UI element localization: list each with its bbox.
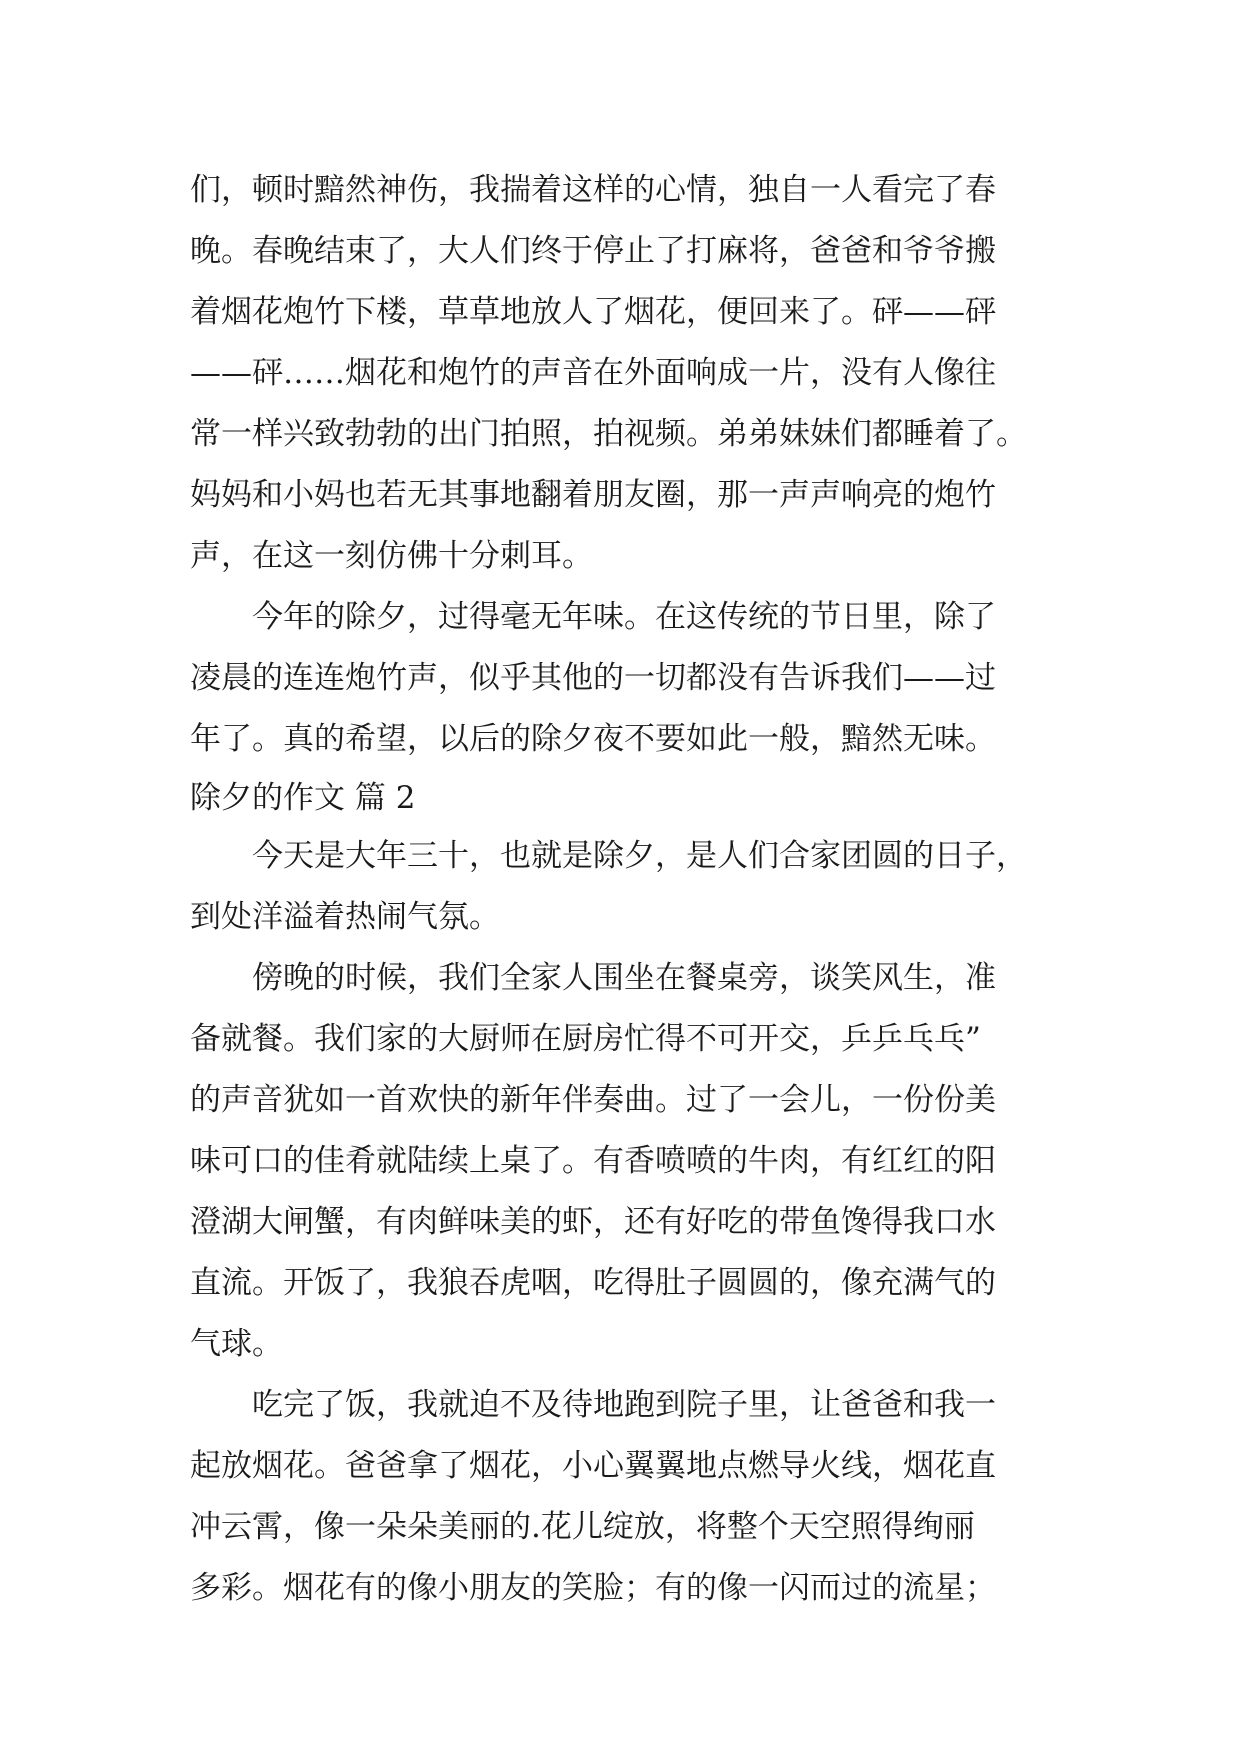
text-line: ——砰……烟花和炮竹的声音在外面响成一片，没有人像往 [190,355,996,391]
text-line: 傍晚的时候，我们全家人围坐在餐桌旁，谈笑风生，准 [252,960,996,996]
text-line: 的声音犹如一首欢快的新年伴奏曲。过了一会儿，一份份美 [190,1082,996,1118]
text-line: 吃完了饭，我就迫不及待地跑到院子里，让爸爸和我一 [252,1387,996,1423]
document-body [190,160,1070,1619]
text-line: 今天是大年三十，也就是除夕，是人们合家团圆的日子， [252,838,1027,874]
text-line: 常一样兴致勃勃的出门拍照，拍视频。弟弟妹妹们都睡着了。 [190,416,1027,452]
text-line: 冲云霄，像一朵朵美丽的.花儿绽放，将整个天空照得绚丽 [190,1509,975,1545]
text-line: 们，顿时黯然神伤，我揣着这样的心情，独自一人看完了春 [190,172,996,208]
text-line: 起放烟花。爸爸拿了烟花，小心翼翼地点燃导火线，烟花直 [190,1448,996,1484]
text-line: 气球。 [190,1326,283,1362]
text-line: 年了。真的希望，以后的除夕夜不要如此一般，黯然无味。 [190,721,996,757]
text-line: 到处洋溢着热闹气氛。 [190,899,500,935]
text-line: 着烟花炮竹下楼，草草地放人了烟花，便回来了。砰——砰 [190,294,996,330]
text-line: 澄湖大闸蟹，有肉鲜味美的虾，还有好吃的带鱼馋得我口水 [190,1204,996,1240]
text-line: 直流。开饭了，我狼吞虎咽，吃得肚子圆圆的，像充满气的 [190,1265,996,1301]
text-line: 凌晨的连连炮竹声，似乎其他的一切都没有告诉我们——过 [190,660,996,696]
text-line: 多彩。烟花有的像小朋友的笑脸；有的像一闪而过的流星； [190,1570,996,1606]
text-line: 今年的除夕，过得毫无年味。在这传统的节日里，除了 [252,599,996,635]
section-heading: 除夕的作文 篇 2 [190,780,416,816]
text-line: 味可口的佳肴就陆续上桌了。有香喷喷的牛肉，有红红的阳 [190,1143,996,1179]
text-line: 妈妈和小妈也若无其事地翻着朋友圈，那一声声响亮的炮竹 [190,477,996,513]
text-line: 声，在这一刻仿佛十分刺耳。 [190,538,593,574]
text-line: 备就餐。我们家的大厨师在厨房忙得不可开交，乒乒乓乓” [190,1021,981,1057]
text-line: 晚。春晚结束了，大人们终于停止了打麻将，爸爸和爷爷搬 [190,233,996,269]
